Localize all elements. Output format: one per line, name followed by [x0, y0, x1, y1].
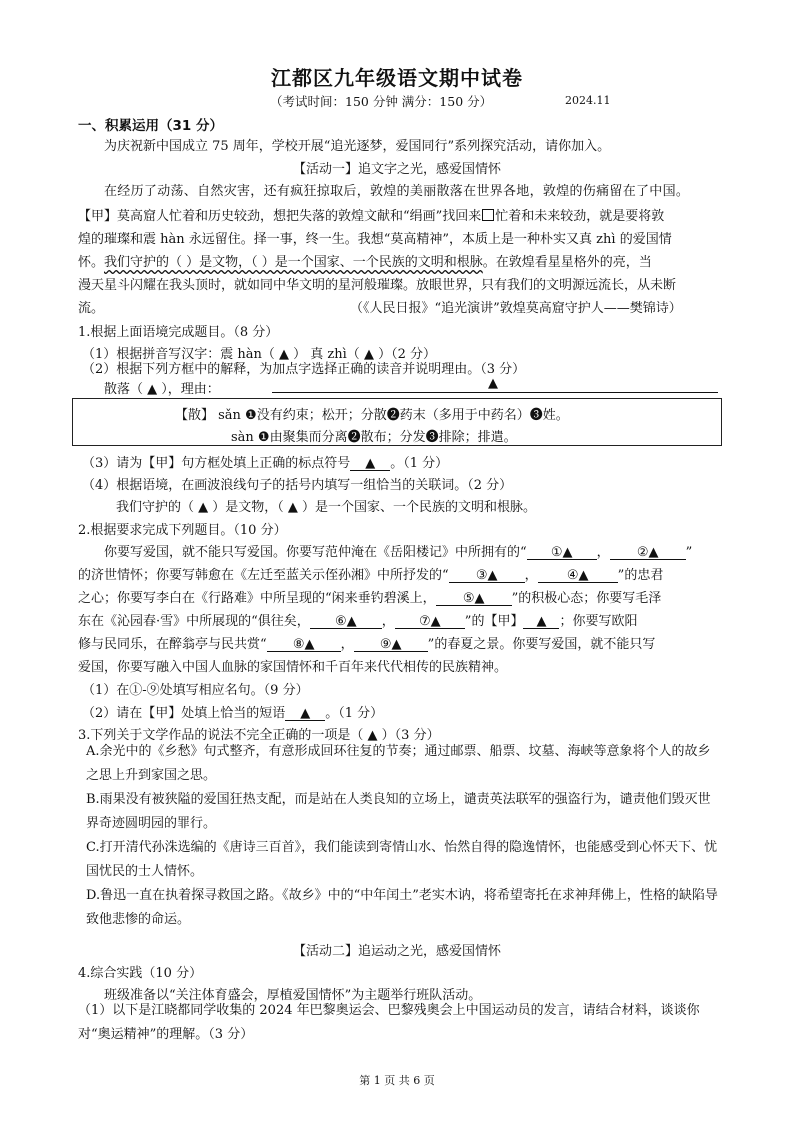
passage-line: 漫天星斗闪耀在我头顶时，就如同中华文明的星河般璀璨。放眼世界，只有我们的文明源远流长，从未断 — [78, 278, 677, 293]
question-4-stem: 4.综合实践（10 分） — [78, 966, 203, 981]
passage-source: （《人民日报》“追光演讲”敦煌莫高窟守护人——樊锦诗） — [350, 301, 682, 316]
q2-text: 的济世情怀；你要写韩愈在《左迁至蓝关示侄孙湘》中所抒发的“ — [78, 568, 449, 583]
passage-text: 。在敦煌看星星格外的亮，当 — [482, 255, 652, 270]
blank-3[interactable]: ③▲ — [449, 568, 525, 583]
blank-1[interactable]: ①▲ — [527, 545, 597, 560]
page-footer: 第 1 页 共 6 页 — [359, 1074, 435, 1087]
q2-line: 你要写爱国，就不能只写爱国。你要写范仲淹在《岳阳楼记》中所拥有的“ ①▲ ， ②▲ ” — [104, 545, 693, 560]
blank-6[interactable]: ⑥▲ — [310, 614, 382, 629]
definition-box — [72, 398, 722, 446]
page-title: 江都区九年级语文期中试卷 — [271, 66, 523, 90]
question-1-sub3 — [82, 452, 448, 471]
question-2-sub2 — [82, 702, 383, 721]
blank-9[interactable]: ⑨▲ — [354, 637, 428, 652]
section-heading: 一、积累运用（31 分） — [78, 118, 223, 134]
q2-text: ”的积极心态；你要写毛泽 — [511, 591, 662, 606]
answer-prefix: 散落（ ▲ ），理由： — [104, 382, 220, 397]
option-c: C.打开清代孙洙选编的《唐诗三百首》，我们能读到寄情山水、怡然自得的隐逸情怀，也能感受到心怀天下、忧国忧民的士人情怀。 — [86, 840, 718, 879]
sub3-blank[interactable]: ▲ — [350, 456, 390, 471]
q2-text: ”的【甲】 — [464, 614, 524, 629]
question-1-stem: 1.根据上面语境完成题目。（8 分） — [78, 325, 279, 340]
question-1-sub2: （2）根据下列方框中的解释，为加点字选择正确的读音并说明理由。（3 分） — [82, 362, 526, 377]
activity2-title: 【活动二】追运动之光，感爱国情怀 — [292, 944, 501, 959]
q2-line: 修与民同乐，在醉翁亭与民共赏“ ⑧▲ ， ⑨▲ ”的春夏之景。你要写爱国，就不能只写 — [78, 637, 656, 652]
section-intro: 为庆祝新中国成立 75 周年，学校开展“追光逐梦，爱国同行”系列探究活动，请你加入。 — [104, 139, 611, 154]
exam-info: （考试时间：150 分钟 满分：150 分） — [270, 94, 493, 109]
q2-line: 爱国，你要写融入中国人血脉的家国情怀和千百年来代代相传的民族精神。 — [78, 660, 508, 675]
passage-line: 在经历了动荡、自然灾害，还有疯狂掠取后，敦煌的美丽散落在世界各地，敦煌的伤痛留在了中国。 — [104, 184, 690, 199]
blank-4[interactable]: ④▲ — [538, 568, 618, 583]
question-2-sub1: （1）在①-⑨处填写相应名句。（9 分） — [82, 683, 309, 698]
passage-line: 煌的璀璨和震 hàn 永远留住。择一事，终一生。我想“莫高精神”，本质上是一种朴实又真 zhì 的爱国情 — [78, 232, 672, 247]
passage-line — [78, 205, 664, 224]
q2-text: ”的忠君 — [617, 568, 664, 583]
question-2-stem: 2.根据要求完成下列题目。（10 分） — [78, 523, 287, 538]
passage-line — [78, 251, 652, 270]
q2-text: ；你要写欧阳 — [559, 614, 638, 629]
sub3-text: （3）请为【甲】句方框处填上正确的标点符号 — [82, 456, 351, 471]
blank-5[interactable]: ⑤▲ — [436, 591, 512, 606]
passage-text: 怀。 — [78, 255, 105, 270]
question-1-sub4: （4）根据语境，在画波浪线句子的括号内填写一组恰当的关联词。（2 分） — [82, 478, 513, 493]
activity1-title: 【活动一】追文字之光，感爱国情怀 — [292, 162, 501, 177]
punctuation-box — [482, 209, 494, 221]
sub2-blank[interactable]: ▲ — [285, 706, 325, 721]
question-1-sub4-line: 我们守护的（ ▲ ）是文物，（ ▲ ）是一个国家、一个民族的文明和根脉。 — [116, 500, 537, 515]
passage-text: 忙着和未来较劲，就是要将敦 — [495, 209, 665, 224]
answer-mark: ▲ — [488, 376, 498, 391]
blank-8[interactable]: ⑧▲ — [267, 637, 341, 652]
sub3-tail: 。（1 分） — [390, 456, 449, 471]
q2-text: 东在《沁园春·雪》中所展现的“俱往矣， — [78, 614, 310, 629]
q2-text: 之心；你要写李白在《行路难》中所呈现的“闲来垂钓碧溪上， — [78, 591, 436, 606]
q2-line: 东在《沁园春·雪》中所展现的“俱往矣， ⑥▲ ， ⑦▲ ”的【甲】 ▲ ；你要写欧阳 — [78, 614, 638, 629]
passage-text: 【甲】莫高窟人忙着和历史较劲，想把失落的敦煌文献和“绢画”找回来 — [78, 209, 482, 224]
q2-line: 的济世情怀；你要写韩愈在《左迁至蓝关示侄孙湘》中所抒发的“ ③▲ ， ④▲ ”的忠君 — [78, 568, 664, 583]
q2-line — [78, 587, 661, 606]
sub2-text: （2）请在【甲】处填上恰当的短语 — [82, 706, 286, 721]
question-3-stem: 3.下列关于文学作品的说法不完全正确的一项是（ ▲ ）（3 分） — [78, 728, 440, 743]
passage-line: 流。 — [78, 301, 105, 316]
question-4-intro: 班级准备以“关注体育盛会，厚植爱国情怀”为主题举行班队活动。 — [104, 988, 482, 1003]
q2-text: 修与民同乐，在醉翁亭与民共赏“ — [78, 637, 267, 652]
option-a: A.余光中的《乡愁》句式整齐，有意形成回环往复的节奏；通过邮票、船票、坟墓、海峡等意象将个人的故乡之思上升到家国之思。 — [86, 744, 711, 783]
wavy-sentence: 我们守护的（ ）是文物，（ ）是一个国家、一个民族的文明和根脉 — [104, 255, 483, 270]
q2-text: 你要写爱国，就不能只写爱国。你要写范仲淹在《岳阳楼记》中所拥有的“ — [104, 545, 527, 560]
option-b: B.雨果没有被狭隘的爱国狂热支配，而是站在人类良知的立场上，谴责英法联军的强盗行为，谴责他们毁灭世界奇迹圆明园的罪行。 — [86, 792, 711, 831]
definition-line: sàn ❶由聚集而分离❷散布；分发❸排除；排遣。 — [231, 430, 517, 445]
sub2-tail: 。（1 分） — [325, 706, 384, 721]
answer-line — [104, 378, 220, 397]
option-d: D.鲁迅一直在执着探寻救国之路。《故乡》中的“中年闰土”老实木讷，将希望寄托在求神拜佛上，性格的缺陷导致他悲惨的命运。 — [86, 888, 718, 927]
question-1-sub1: （1）根据拼音写汉字：震 hàn（ ▲ ） 真 zhì（ ▲ ）（2 分） — [82, 347, 436, 362]
q2-text: ” — [685, 545, 693, 560]
q2-text: ”的春夏之景。你要写爱国，就不能只写 — [427, 637, 656, 652]
definition-line: 【散】 sǎn ❶没有约束；松开；分散❷药末（多用于中药名）❸姓。 — [175, 408, 569, 423]
blank-jia[interactable]: ▲ — [523, 614, 559, 629]
question-4-sub1: （1）以下是江晓都同学收集的 2024 年巴黎奥运会、巴黎残奥会上中国运动员的发言，请结合材料，谈谈你对“奥运精神”的理解。（3 分） — [78, 1003, 700, 1042]
exam-date: 2024.11 — [565, 94, 611, 107]
reason-blank[interactable] — [272, 392, 718, 393]
blank-2[interactable]: ②▲ — [610, 545, 686, 560]
blank-7[interactable]: ⑦▲ — [395, 614, 465, 629]
